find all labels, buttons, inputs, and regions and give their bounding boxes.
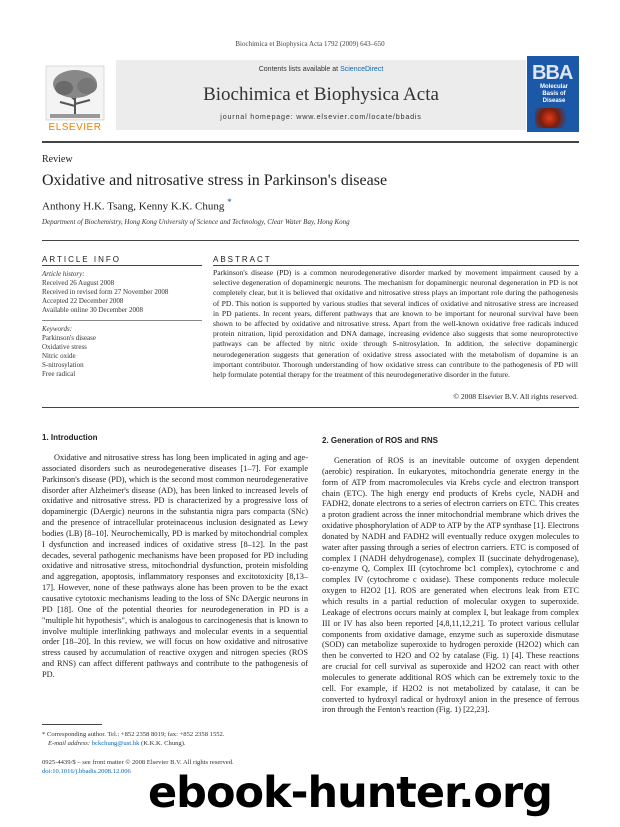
introduction-paragraph: Oxidative and nitrosative stress has long been implicated in aging and age-associated disorders such as neurodegenerative diseases [1–7]. For example Parkinson's disease (PD), which is the second most common neurodegenerative disorder after Alzheimer's disease (AD), has been linked to increased levels of oxidative and nitrosative stress. PD is characterized by a progressive loss of dopaminergic (DAergic) neurons in the substantia nigra pars compacta (SNc) and the presence of intracellular proteinaceous inclusion designated as Lewy bodies (LB) [8–10]. Neurochemically, PD is marked by mitochondrial complex I dysfunction and increased indices of oxidative stress [8–12]. In the past decades, several pathogenic mechanisms have been proposed for PD including oxidative and nitrosative stress, mitochondrial dysfunction, protein misfolding and aggregation, apoptosis, inflammatory responses and excitotoxicity [8,13–17]. However, none of these pathways alone has been proven to be the exact causative cytotoxic mechanisms leading to the loss of SNc DAergic neurons in PD [18]. One of the potential theories for neurodegeneration in PD is a "multiple hit hypothesis", which is analogous to carcinogenesis that is known to involve multiple interlinking pathways and molecular events in a sequential order [18–20]. In this review, we will focus on how oxidative and nitrosative stress caused by accumulation of reactive oxygen and nitrogen species (ROS and RNS) can affect different pathways and contribute to the pathogenesis of PD. [42, 453, 308, 679]
article-info-rule [42, 265, 202, 266]
ros-rns-column [322, 456, 579, 716]
keyword: S-nitrosylation [42, 361, 84, 369]
contents-line [116, 66, 526, 73]
authors [42, 197, 232, 213]
journal-citation: Biochimica et Biophysica Acta 1792 (2009) 643–650 [235, 40, 385, 48]
history-revised: Received in revised form 27 November 2008 [42, 288, 169, 296]
email-link[interactable]: bckchung@ust.hk [91, 740, 140, 747]
history-online: Available online 30 December 2008 [42, 306, 143, 314]
article-info-heading: ARTICLE INFO [42, 255, 121, 264]
abstract-text: Parkinson's disease (PD) is a common neurodegenerative disorder marked by movement impairment caused by a selective degeneration of dopaminergic neurons. The mechanism for dopaminergic neuronal degeneration in PD is not completely clear, but it is believed that oxidative and nitrosative stress plays an important role during the pathogenesis of PD. This notion is supported by various studies that several indices of oxidative and nitrosative stress are increased in PD patients. In recent years, different pathways that are known to be important for neuronal survival have been shown to be affected by oxidative and nitrosative stress. Apart from the well-known oxidative free radicals induced protein nitration, lipid peroxidation and DNA damage, increasing evidence also suggests that some neuroprotective pathways can be affected by nitric oxide through S-nitrosylation. In addition, the selective dopaminergic neurodegeneration suggests that generation of oxidative stress associated with the metabolism of dopamine is an important contributor. Thorough understanding of how oxidative stress can contribute to the pathogenesis of PD will help formulate potential therapy for the treatment of this neurodegenerative disorder in the future. [213, 268, 578, 380]
history-received: Received 26 August 2008 [42, 279, 115, 287]
journal-header [42, 56, 579, 136]
footnote-rule [42, 724, 102, 725]
cover-artwork [535, 108, 571, 128]
elsevier-tree-logo [42, 64, 108, 126]
journal-cover-image [527, 56, 579, 132]
corresponding-author-mark[interactable]: * [227, 197, 232, 207]
email-suffix: (K.K.K. Chung). [141, 740, 186, 747]
keyword: Free radical [42, 370, 76, 378]
journal-header-box [116, 60, 526, 130]
abstract-heading: ABSTRACT [213, 255, 272, 264]
article-type: Review [42, 154, 73, 165]
section-heading-introduction: 1. Introduction [42, 433, 98, 442]
footnote-contact: * Corresponding author. Tel.: +852 2358 8019; fax: +852 2358 1552. [42, 731, 225, 738]
contents-prefix: Contents lists available at [258, 66, 339, 73]
journal-title: Biochimica et Biophysica Acta [203, 84, 439, 105]
footnote-email-line [42, 739, 308, 748]
history-label: Article history: [42, 270, 85, 278]
header-rule [42, 141, 579, 143]
keywords-divider [42, 315, 202, 321]
article-info-block [42, 270, 202, 379]
cover-subtitle: Molecular Basis of Disease [539, 84, 568, 104]
email-label: E-mail address: [48, 740, 91, 747]
history-accepted: Accepted 22 December 2008 [42, 297, 124, 305]
article-title: Oxidative and nitrosative stress in Parkinson's disease [42, 172, 388, 189]
abstract-end-rule [42, 407, 579, 408]
sciencedirect-link[interactable]: ScienceDirect [340, 66, 384, 73]
ros-rns-paragraph: Generation of ROS is an inevitable outcome of oxygen dependent (aerobic) respiration. In eukaryotes, mitochondria generate energy in the form of ATP from macromolecules via Krebs cycle and electron transport chain (ETC). The high energy end products of Krebs cycle, NADH and FADH2, donate electrons to a series of electron carriers on ETC. This creates a proton gradient across the inner mitochondrial membrane which drives the oxidative phosphorylation of ADP to ATP by the ATP synthase [1]. Electrons donated by NADH and FADH2 will eventually reduce oxygen molecules to water after passing through a series of electron carriers. ETC is composed of complex I (NADH dehydrogenase), complex II (succinate dehydrogenase), co-enzyme Q, Complex III (cytochrome bc1 complex), cytochrome c and complex IV (cytochrome c oxidase). These components reduce molecule oxygen to H2O2 [1]. ROS are generated when electrons leak from ETC which results in a partial reduction of molecular oxygen to superoxide. Leakage of electrons occurs mainly at complex I, but leakage from complex III or IV has also been reported [4,8,11,12,21]. To protect various cellular components from oxidative damage, enzyme such as superoxide dismutase (SOD) can metabolize superoxide to hydrogen peroxide (H2O2) which can then be converted to H2O and O2 by catalase (Fig. 1) [4]. These reactions are crucial for cell survival as superoxide and H2O2 can react with other molecules to generate additional ROS which can be extremely toxic to the cell. For example, if H2O2 is not metabolized by catalase, it can be converted to hydroxyl radical or hydroxyl anion in the presence of ferrous iron through the Fenton's reaction (Fig. 1) [22,23]. [322, 456, 579, 715]
corresponding-footnote [42, 730, 308, 748]
author-names: Anthony H.K. Tsang, Kenny K.K. Chung [42, 200, 225, 213]
affiliation-rule [42, 240, 579, 241]
section-heading-ros-rns: 2. Generation of ROS and RNS [322, 436, 439, 445]
doi-link[interactable]: doi:10.1016/j.bbadis.2008.12.006 [42, 768, 131, 775]
journal-homepage[interactable]: journal homepage: www.elsevier.com/locate/bbadis [220, 112, 422, 121]
watermark-text: ebook-hunter.org [148, 768, 552, 818]
introduction-column [42, 453, 308, 681]
affiliation: Department of Biochemistry, Hong Kong University of Science and Technology, Clear Water Bay, Hong Kong [42, 218, 350, 226]
issn-line: 0925-4439/$ – see front matter © 2008 Elsevier B.V. All rights reserved. [42, 759, 234, 766]
keyword: Nitric oxide [42, 352, 76, 360]
keyword: Parkinson's disease [42, 334, 96, 342]
abstract-rule [213, 265, 579, 266]
keywords-label: Keywords: [42, 325, 73, 333]
cover-title: BBA [532, 62, 573, 84]
elsevier-wordmark: ELSEVIER [48, 122, 102, 133]
abstract-copyright: © 2008 Elsevier B.V. All rights reserved. [453, 392, 578, 401]
keyword: Oxidative stress [42, 343, 87, 351]
